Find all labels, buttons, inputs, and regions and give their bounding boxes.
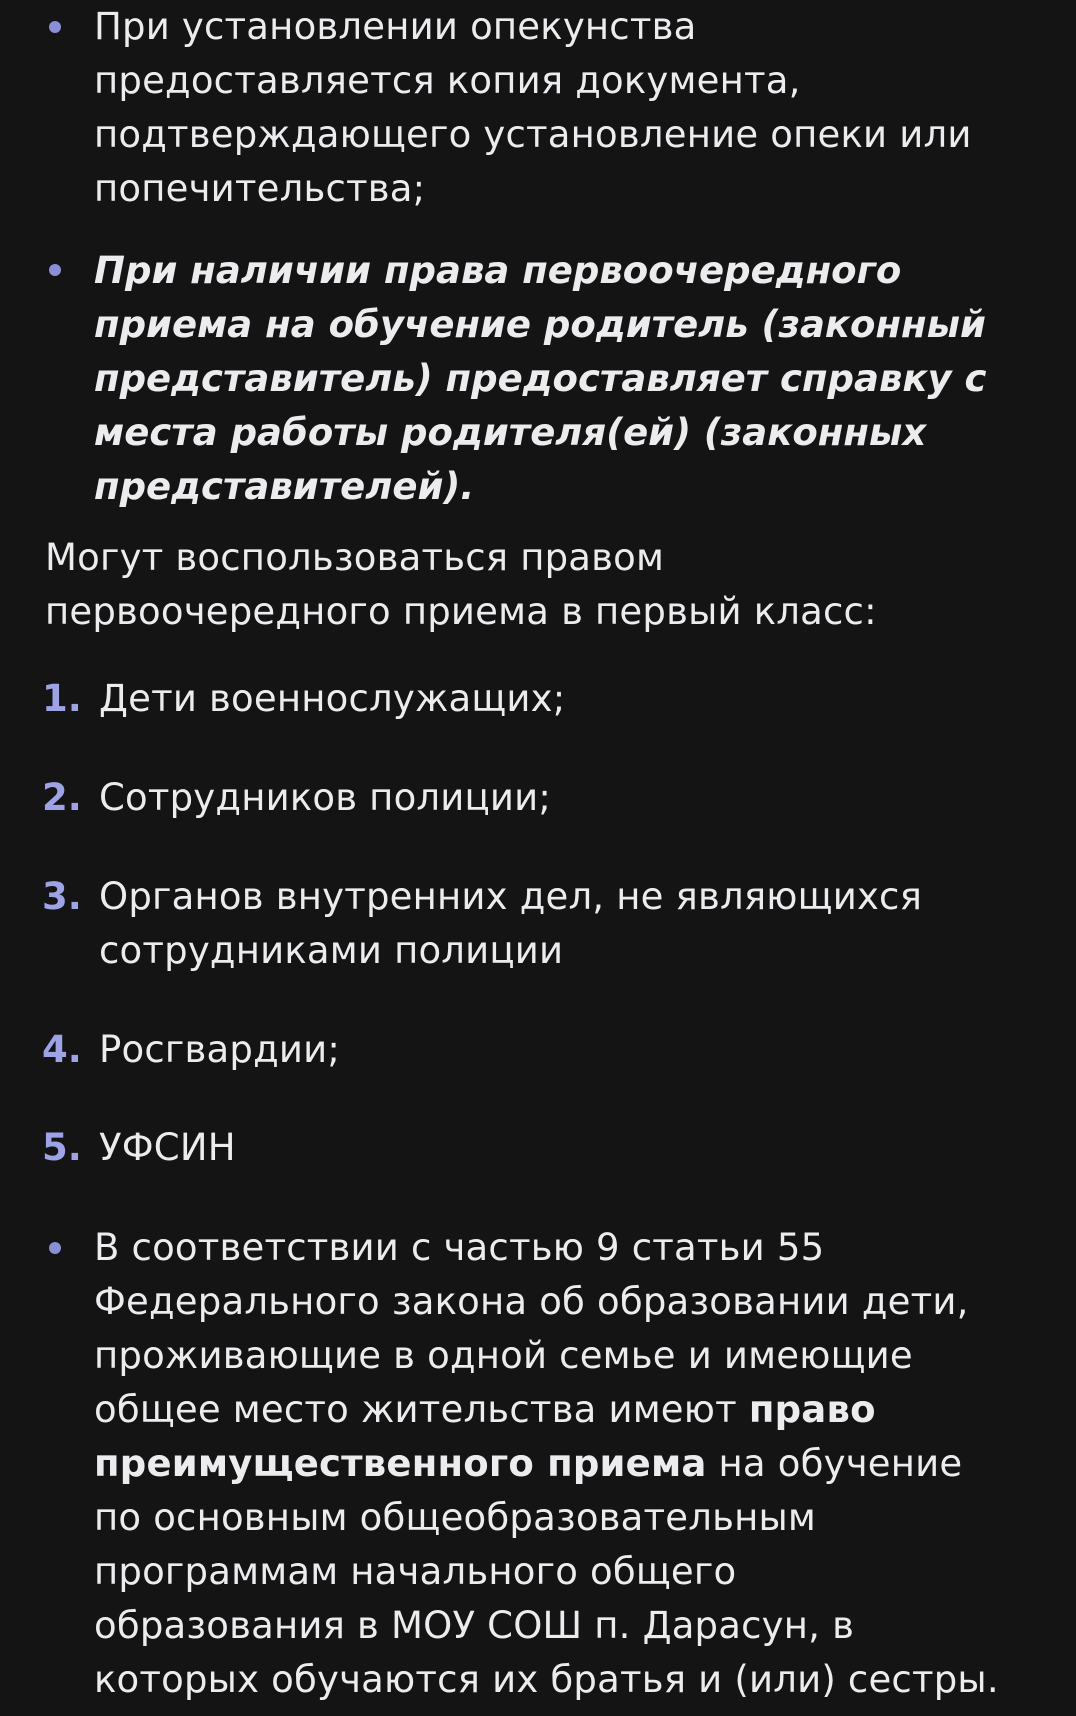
list-item: Росгвардии; (99, 1028, 341, 1071)
bullet-3-line: программам начального общего (94, 1550, 737, 1593)
list-item: УФСИН (99, 1126, 236, 1169)
list-item: Дети военнослужащих; (99, 677, 566, 720)
bullet-dot (49, 264, 61, 276)
bullet-2-line: представителей). (94, 465, 475, 508)
bullet-1-line: предоставляется копия документа, (94, 59, 801, 102)
bullet-2-line: представитель) предоставляет справку с (94, 357, 987, 400)
bullet-3-line: В соответствии с частью 9 статьи 55 (94, 1226, 825, 1269)
intro-line: первоочередного приема в первый класс: (45, 590, 877, 633)
bullet-2-line: приема на обучение родитель (законный (94, 303, 986, 346)
list-item-number: 5. (42, 1126, 82, 1169)
bullet-3-line: образования в МОУ СОШ п. Дарасун, в (94, 1604, 855, 1647)
list-item: Сотрудников полиции; (99, 776, 552, 819)
list-item-number: 3. (42, 875, 82, 918)
bullet-3-line (94, 1437, 962, 1491)
bullet-3-emphasis: право (748, 1388, 876, 1431)
bullet-3-line: которых обучаются их братья и (или) сестры. (94, 1658, 999, 1701)
bullet-1-line: подтверждающего установление опеки или (94, 113, 972, 156)
bullet-3-line: по основным общеобразовательным (94, 1496, 817, 1539)
list-item-number: 2. (42, 776, 82, 819)
list-item-number: 1. (42, 677, 82, 720)
bullet-3-emphasis: преимущественного приема (94, 1442, 707, 1485)
bullet-2-line: При наличии права первоочередного (94, 249, 902, 292)
intro-line: Могут воспользоваться правом (45, 536, 665, 579)
bullet-3-line (94, 1383, 876, 1437)
bullet-1-line: При установлении опекунства (94, 5, 697, 48)
bullet-3-text: на обучение (706, 1442, 963, 1485)
bullet-2-line: места работы родителя(ей) (законных (94, 411, 927, 454)
list-item: сотрудниками полиции (99, 929, 564, 972)
bullet-3-line: проживающие в одной семье и имеющие (94, 1334, 913, 1377)
list-item: Органов внутренних дел, не являющихся (99, 875, 923, 918)
bullet-dot (49, 1242, 61, 1254)
bullet-dot (49, 21, 61, 33)
bullet-1-line: попечительства; (94, 167, 426, 210)
bullet-3-text: общее место жительства имеют (94, 1388, 749, 1431)
list-item-number: 4. (42, 1028, 82, 1071)
bullet-3-line: Федерального закона об образовании дети, (94, 1280, 969, 1323)
